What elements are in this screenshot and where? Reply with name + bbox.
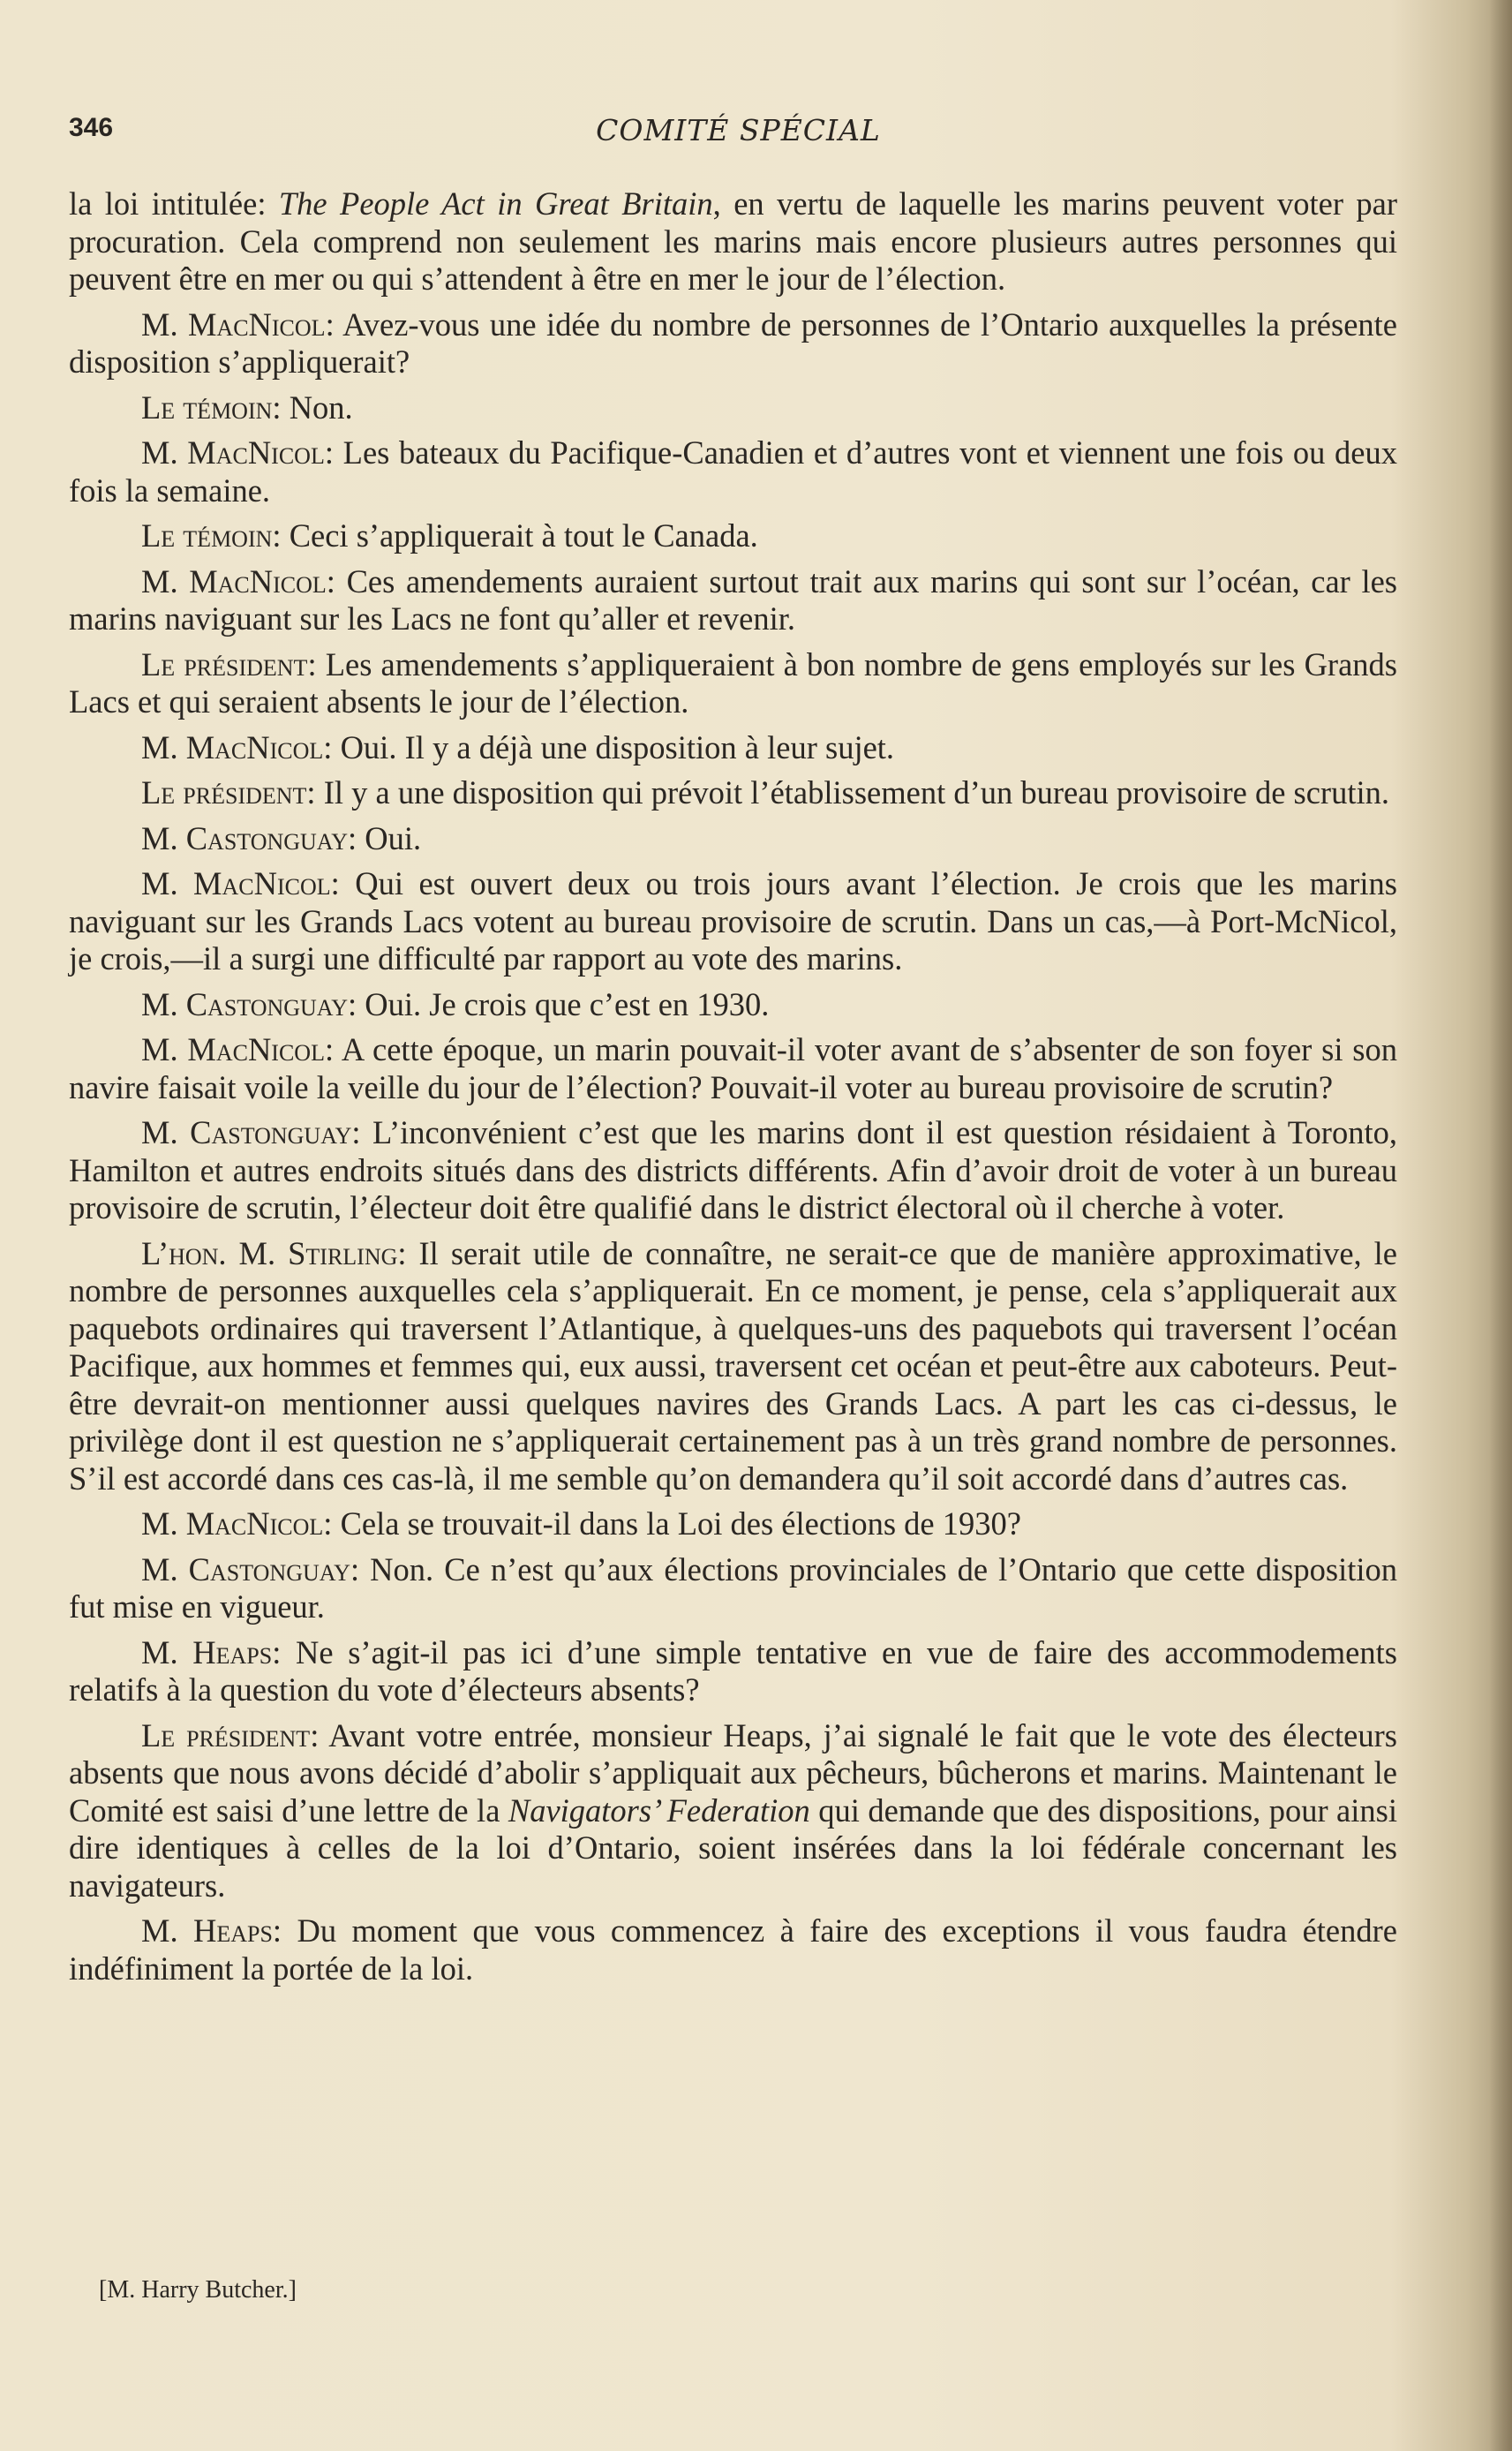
footer-note: [M. Harry Butcher.] [99,2276,297,2304]
transcript-paragraph: la loi intitulée: The People Act in Great Britain, en vertu de laquelle les marins peuvent voter par procuration. Cela comprend non seulement les marins mais encore plusieurs autres personnes qui peuvent être en mer ou qui s’attendent à être en mer le jour de l’élection. [69,185,1397,297]
speaker-name: M. Heaps [141,1912,273,1949]
speaker-name: Le témoin [141,517,273,554]
running-head: COMITÉ SPÉCIAL [596,113,881,147]
transcript-paragraph: Le témoin: Non. [141,388,353,426]
transcript-paragraph: Le témoin: Ceci s’appliquerait à tout le Canada. [141,517,758,554]
speaker-name: M. MacNicol [141,1505,324,1542]
speaker-name: M. Castonguay [141,985,348,1022]
italic-title: Navigators’ Federation [508,1791,810,1829]
speaker-name: Le président [141,774,307,811]
speaker-name: M. Heaps [141,1633,273,1670]
page-header [69,113,1408,157]
transcript-paragraph: M. MacNicol: Ces amendements auraient surtout trait aux marins qui sont sur l’océan, car les marins naviguant sur les Lacs ne font qu’aller et revenir. [69,562,1397,637]
speaker-name: M. MacNicol [141,434,325,471]
transcript-paragraph: L’hon. M. Stirling: Il serait utile de connaître, ne serait-ce que de manière approximative, le nombre de personnes auxquelles cela s’appliquerait. En ce moment, je pense, cela s’appliquerait aux paquebots ordinaires qui traversent l’Atlantique, à quelques-uns des paquebots qui traversent l’océan Pacifique, aux hommes et femmes qui, eux aussi, traversent cet océan et peut-être aux caboteurs. Peut-être devrait-on mentionner aussi quelques navires des Grands Lacs. A part les cas ci-dessus, le privilège dont il est question ne s’appliquerait certainement pas à un très grand nombre de personnes. S’il est accordé dans ces cas-là, il me semble qu’on demandera qu’il soit accordé dans d’autres cas. [69,1234,1397,1497]
transcript-paragraph: Le président: Les amendements s’appliqueraient à bon nombre de gens employés sur les Grands Lacs et qui seraient absents le jour de l’élection. [69,645,1397,720]
page-number: 346 [69,113,114,142]
transcript-paragraph: M. Castonguay: L’inconvénient c’est que les marins dont il est question résidaient à Toronto, Hamilton et autres endroits situés dans des districts différents. Afin d’avoir droit de voter à un bureau provisoire de scrutin, l’électeur doit être qualifié dans le district électoral où il cherche à voter. [69,1114,1397,1226]
transcript-paragraph: M. Castonguay: Oui. [141,819,422,856]
speaker-name: M. MacNicol [141,728,324,765]
speaker-name: M. MacNicol [141,1031,325,1067]
transcript-paragraph: M. Heaps: Ne s’agit-il pas ici d’une simple tentative en vue de faire des accommodements relatifs à la question du vote d’électeurs absents? [69,1633,1397,1708]
speaker-name: Le président [141,645,308,683]
transcript-paragraph: M. Heaps: Du moment que vous commencez à faire des exceptions il vous faudra étendre indéfiniment la portée de la loi. [69,1912,1397,1987]
transcript-paragraph: M. MacNicol: Oui. Il y a déjà une disposition à leur sujet. [141,728,895,765]
speaker-name: M. Castonguay [141,1114,352,1150]
speaker-name: M. MacNicol [141,865,331,901]
transcript-paragraph: Le président: Avant votre entrée, monsieur Heaps, j’ai signalé le fait que le vote des électeurs absents que nous avons décidé d’abolir s’appliquait aux pêcheurs, bûcherons et marins. Maintenant le Comité est saisi d’une lettre de la Navigators’ Federation qui demande que des dispositions, pour ainsi dire identiques à celles de la loi d’Ontario, soient insérées dans la loi fédérale concernant les navigateurs. [69,1716,1397,1904]
italic-title: The People Act in Great Britain [278,185,713,222]
speaker-name: L’hon. M. Stirling [141,1234,398,1271]
transcript-paragraph: M. MacNicol: Avez-vous une idée du nombre de personnes de l’Ontario auxquelles la présente disposition s’appliquerait? [69,305,1397,380]
transcript-paragraph: M. Castonguay: Non. Ce n’est qu’aux élections provinciales de l’Ontario que cette disposition fut mise en vigueur. [69,1550,1397,1625]
transcript-paragraph: M. MacNicol: Qui est ouvert deux ou trois jours avant l’élection. Je crois que les marins naviguant sur les Grands Lacs votent au bureau provisoire de scrutin. Dans un cas,—à Port-McNicol, je crois,—il a surgi une difficulté par rapport au vote des marins. [69,865,1398,977]
page-edge-shadow [1489,0,1512,2451]
speaker-name: M. MacNicol [141,305,326,343]
speaker-name: Le témoin [141,388,273,426]
transcript-paragraph: M. MacNicol: Cela se trouvait-il dans la Loi des élections de 1930? [141,1505,1021,1542]
speaker-name: M. Castonguay [141,819,348,856]
speaker-name: M. MacNicol [141,562,327,600]
transcript-paragraph: M. MacNicol: Les bateaux du Pacifique-Canadien et d’autres vont et viennent une fois ou deux fois la semaine. [69,434,1397,509]
transcript-paragraph: Le président: Il y a une disposition qui prévoit l’établissement d’un bureau provisoire de scrutin. [141,774,1389,811]
transcript-body [69,185,1397,1995]
transcript-paragraph: M. MacNicol: A cette époque, un marin pouvait-il voter avant de s’absenter de son foyer si son navire faisait voile la veille du jour de l’élection? Pouvait-il voter au bureau provisoire de scrutin? [69,1031,1397,1105]
speaker-name: M. Castonguay [141,1550,350,1587]
transcript-paragraph: M. Castonguay: Oui. Je crois que c’est en 1930. [141,985,770,1022]
speaker-name: Le président [141,1716,311,1753]
